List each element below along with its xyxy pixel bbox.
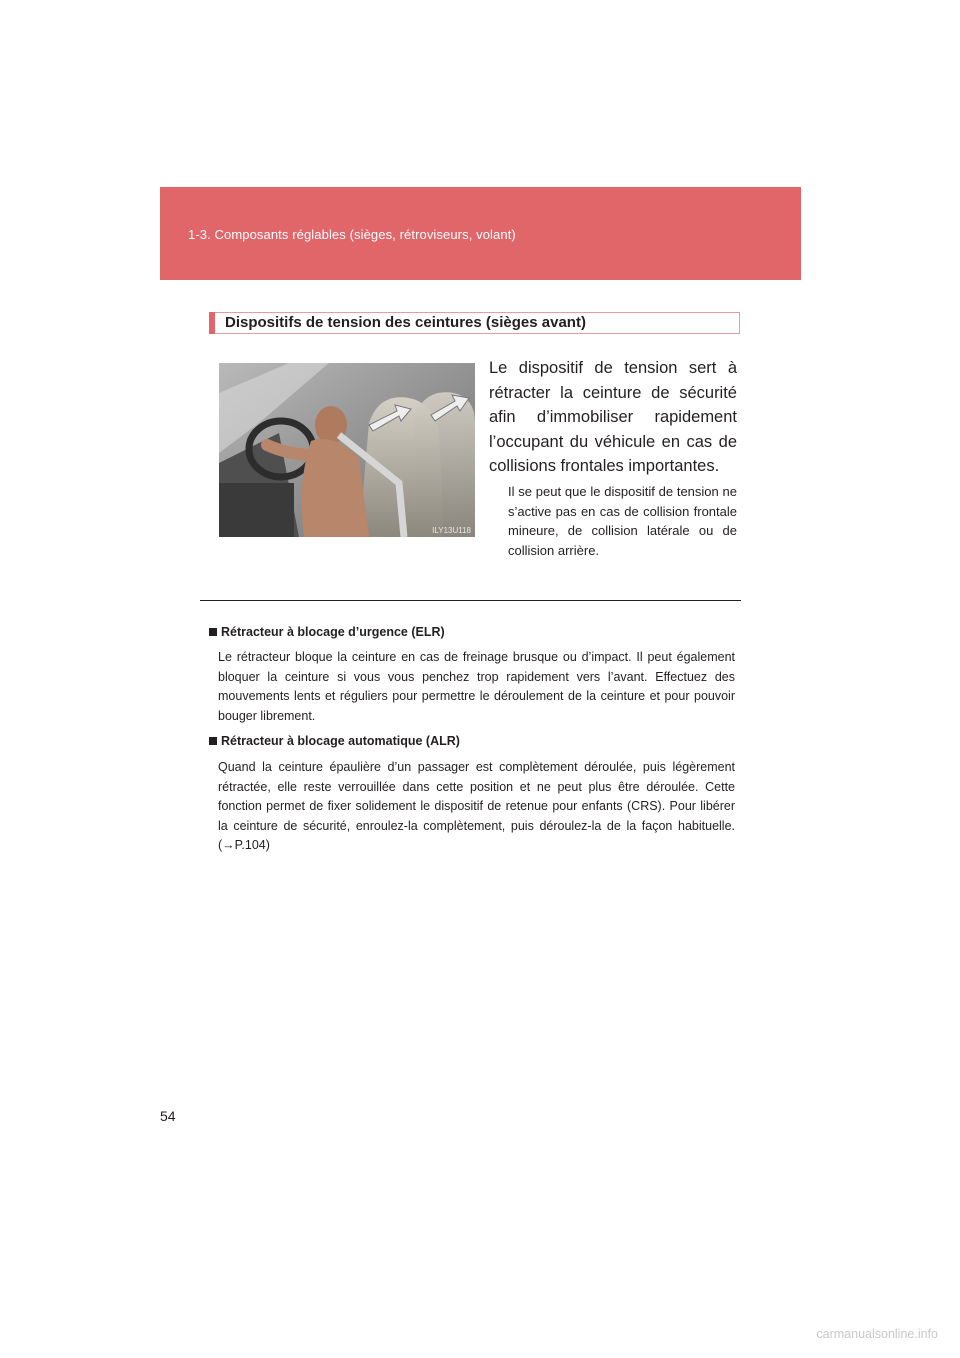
item-heading [209,625,445,639]
item-heading-text: Rétracteur à blocage d’urgence (ELR) [221,625,445,639]
square-bullet-icon [209,628,217,636]
image-code: ILY13U118 [432,526,471,535]
square-bullet-icon [209,737,217,745]
header-band [160,187,801,280]
page-number: 54 [160,1108,176,1124]
breadcrumb: 1-3. Composants réglables (sièges, rétroviseurs, volant) [188,227,516,242]
item-heading [209,734,460,748]
note-paragraph: Il se peut que le dispositif de tension ne s’active pas en cas de collision frontale mineure, de collision latérale ou de collision arrière. [508,484,737,558]
section-title-bar [209,312,740,334]
section-divider [200,600,741,601]
section-title: Dispositifs de tension des ceintures (sièges avant) [225,314,586,331]
section-accent [209,312,215,334]
illustration-graphic [219,363,475,537]
item-paragraph: Le rétracteur bloque la ceinture en cas de freinage brusque ou d’impact. Il peut également bloquer la ceinture si vous vous penchez trop rapidement vers l’avant. Effectuez des mouvements lents et réguliers pour permettre le déroulement de la ceinture et pour pouvoir bouger librement. [218,650,735,723]
seatbelt-pretensioner-illustration [219,363,475,537]
watermark: carmanualsonline.info [816,1327,938,1341]
item-paragraph: Quand la ceinture épaulière d’un passager est complètement déroulée, puis légèrement rétractée, elle reste verrouillée dans cette position et ne peut plus être déroulée. Cette fonction permet de fixer solidement le dispositif de retenue pour enfants (CRS). Pour libérer la ceinture de sécurité, enroulez-la complètement, puis déroulez-la de la façon habituelle. (→P.104) [218,760,735,852]
intro-paragraph: Le dispositif de tension sert à rétracter la ceinture de sécurité afin d’immobiliser rapidement l’occupant du véhicule en cas de collisions frontales importantes. [489,359,737,475]
item-heading-text: Rétracteur à blocage automatique (ALR) [221,734,460,748]
